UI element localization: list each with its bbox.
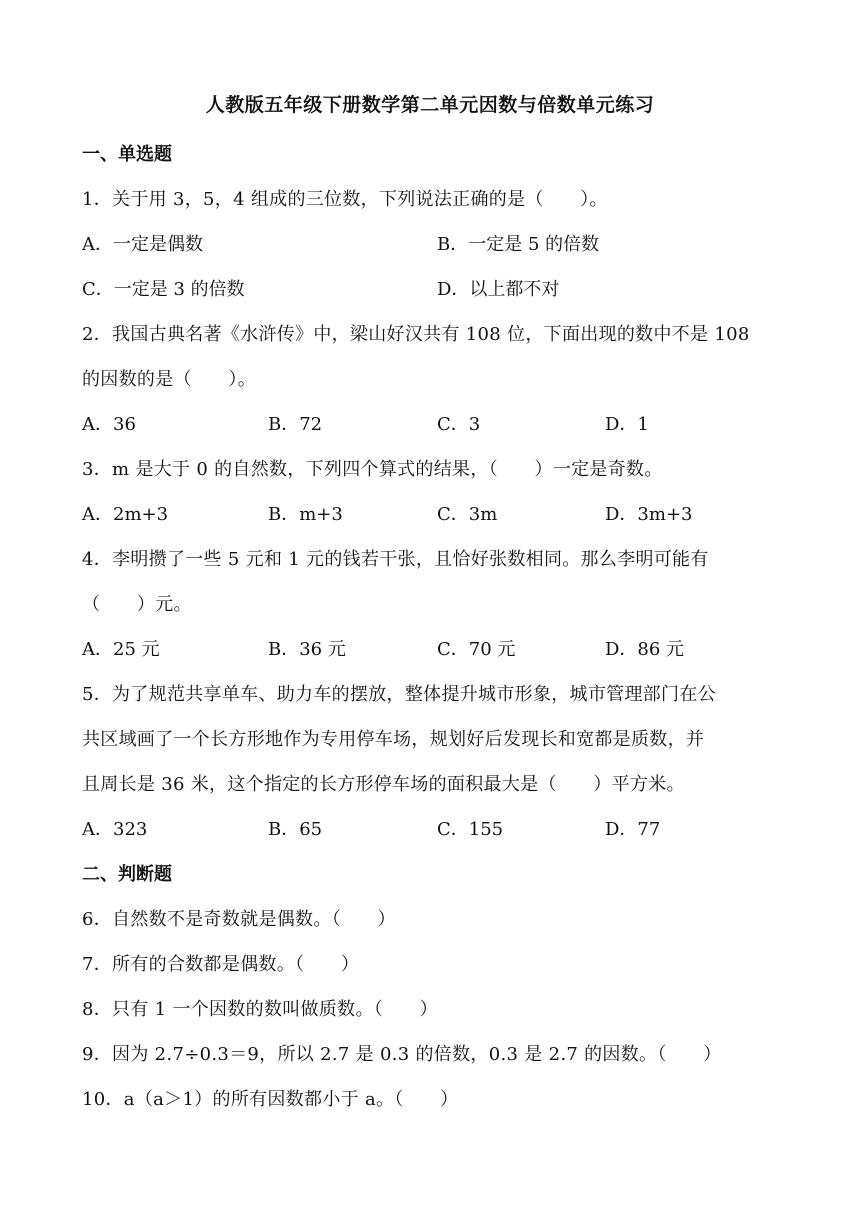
question-5-option-a: A．323 [82, 819, 148, 840]
question-1-option-b: B．一定是 5 的倍数 [437, 234, 600, 255]
question-1-text: 1．关于用 3，5，4 组成的三位数，下列说法正确的是（ ）。 [82, 189, 608, 210]
question-5-text-line-2: 共区域画了一个长方形地作为专用停车场，规划好后发现长和宽都是质数，并 [82, 729, 705, 750]
question-3-option-a: A．2m+3 [82, 504, 169, 525]
question-5-option-c: C．155 [437, 819, 504, 840]
question-1-option-d: D．以上都不对 [437, 279, 560, 300]
question-4-option-a: A．25 元 [82, 639, 160, 660]
question-3-option-c: C．3m [437, 504, 498, 525]
section-heading-single-choice: 一、单选题 [82, 144, 172, 165]
question-3-text: 3．m 是大于 0 的自然数，下列四个算式的结果，（ ）一定是奇数。 [82, 459, 663, 480]
question-4-option-d: D．86 元 [605, 639, 685, 660]
question-5-option-b: B．65 [268, 819, 323, 840]
question-4-option-b: B．36 元 [268, 639, 346, 660]
judgment-question-6: 6．自然数不是奇数就是偶数。（ ） [82, 909, 396, 930]
question-1-option-c: C．一定是 3 的倍数 [82, 279, 245, 300]
judgment-question-10: 10．a（a＞1）的所有因数都小于 a。（ ） [82, 1089, 459, 1110]
question-2-option-c: C．3 [437, 414, 481, 435]
section-heading-true-false: 二、判断题 [82, 864, 172, 885]
question-2-option-a: A．36 [82, 414, 136, 435]
judgment-question-9: 9．因为 2.7÷0.3＝9，所以 2.7 是 0.3 的倍数，0.3 是 2.7 的因数。（ ） [82, 1044, 722, 1065]
question-2-text-line-2: 的因数的是（ ）。 [82, 369, 256, 390]
question-4-text-line-1: 4．李明攒了一些 5 元和 1 元的钱若干张，且恰好张数相同。那么李明可能有 [82, 549, 709, 570]
question-5-text-line-3: 且周长是 36 米，这个指定的长方形停车场的面积最大是（ ）平方米。 [82, 774, 685, 795]
question-1-option-a: A．一定是偶数 [82, 234, 203, 255]
question-3-option-d: D．3m+3 [605, 504, 693, 525]
page-title: 人教版五年级下册数学第二单元因数与倍数单元练习 [205, 94, 655, 116]
judgment-question-8: 8．只有 1 一个因数的数叫做质数。（ ） [82, 999, 438, 1020]
question-5-text-line-1: 5．为了规范共享单车、助力车的摆放，整体提升城市形象，城市管理部门在公 [82, 684, 716, 705]
question-3-option-b: B．m+3 [268, 504, 343, 525]
question-4-option-c: C．70 元 [437, 639, 516, 660]
question-5-option-d: D．77 [605, 819, 661, 840]
question-2-option-b: B．72 [268, 414, 323, 435]
question-2-option-d: D．1 [605, 414, 649, 435]
question-4-text-line-2: （ ）元。 [82, 594, 192, 615]
judgment-question-7: 7．所有的合数都是偶数。（ ） [82, 954, 360, 975]
question-2-text-line-1: 2．我国古典名著《水浒传》中，梁山好汉共有 108 位，下面出现的数中不是 108 [82, 324, 750, 345]
